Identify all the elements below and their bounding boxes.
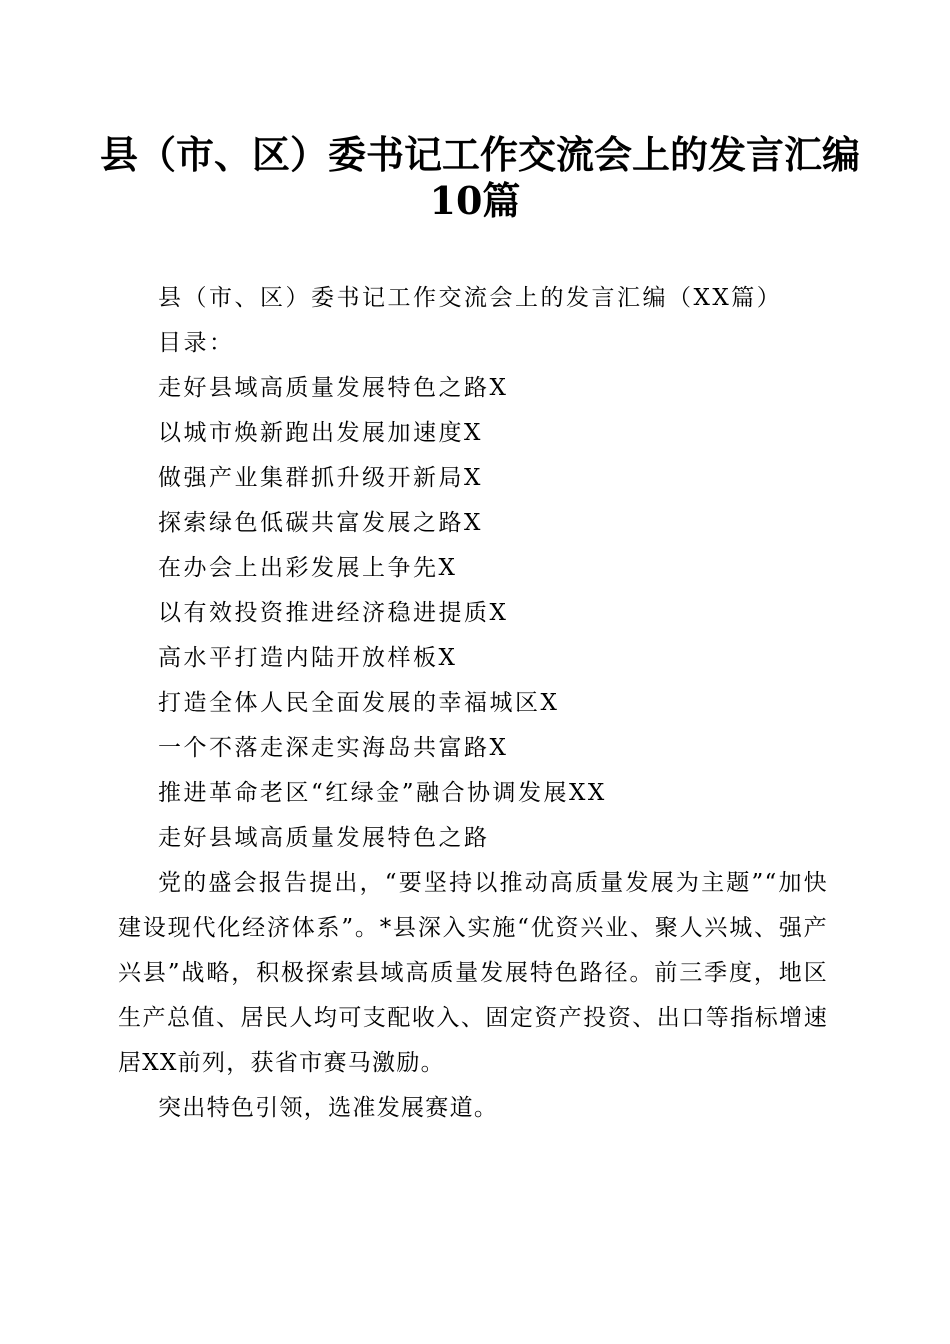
toc-item: 走好县域高质量发展特色之路X xyxy=(158,375,509,401)
toc-item: 高水平打造内陆开放样板X xyxy=(158,645,458,671)
toc-label: 目录： xyxy=(158,330,235,356)
section-heading: 走好县域高质量发展特色之路 xyxy=(158,825,490,851)
table-of-contents xyxy=(118,366,828,816)
toc-item: 以有效投资推进经济稳进提质X xyxy=(158,600,509,626)
subtitle: 县（市、区）委书记工作交流会上的发言汇编（XX篇） xyxy=(158,285,783,311)
title-line-1: 县（市、区）委书记工作交流会上的发言汇编 xyxy=(100,132,861,177)
toc-item: 探索绿色低碳共富发展之路X xyxy=(158,510,483,536)
toc-item: 推进革命老区“红绿金”融合协调发展XX xyxy=(158,780,607,806)
toc-item: 在办会上出彩发展上争先X xyxy=(158,555,458,581)
paragraph: 突出特色引领，选准发展赛道。 xyxy=(158,1095,499,1121)
toc-item: 打造全体人民全面发展的幸福城区X xyxy=(158,690,560,716)
toc-item: 一个不落走深走实海岛共富路X xyxy=(158,735,509,761)
toc-item: 以城市焕新跑出发展加速度X xyxy=(158,420,483,446)
document-body xyxy=(118,276,828,1131)
title-line-2: 10篇 xyxy=(429,178,521,223)
toc-item: 做强产业集群抓升级开新局X xyxy=(158,465,483,491)
paragraph: 党的盛会报告提出，“要坚持以推动高质量发展为主题”“加快建设现代化经济体系”。*县深入实施“优资兴业、聚人兴城、强产兴县”战略，积极探索县域高质量发展特色路径。前三季度，地区生产总值、居民人均可支配收入、固定资产投资、出口等指标增速居XX前列，获省市赛马激励。 xyxy=(118,870,828,1076)
document-title xyxy=(100,132,861,224)
